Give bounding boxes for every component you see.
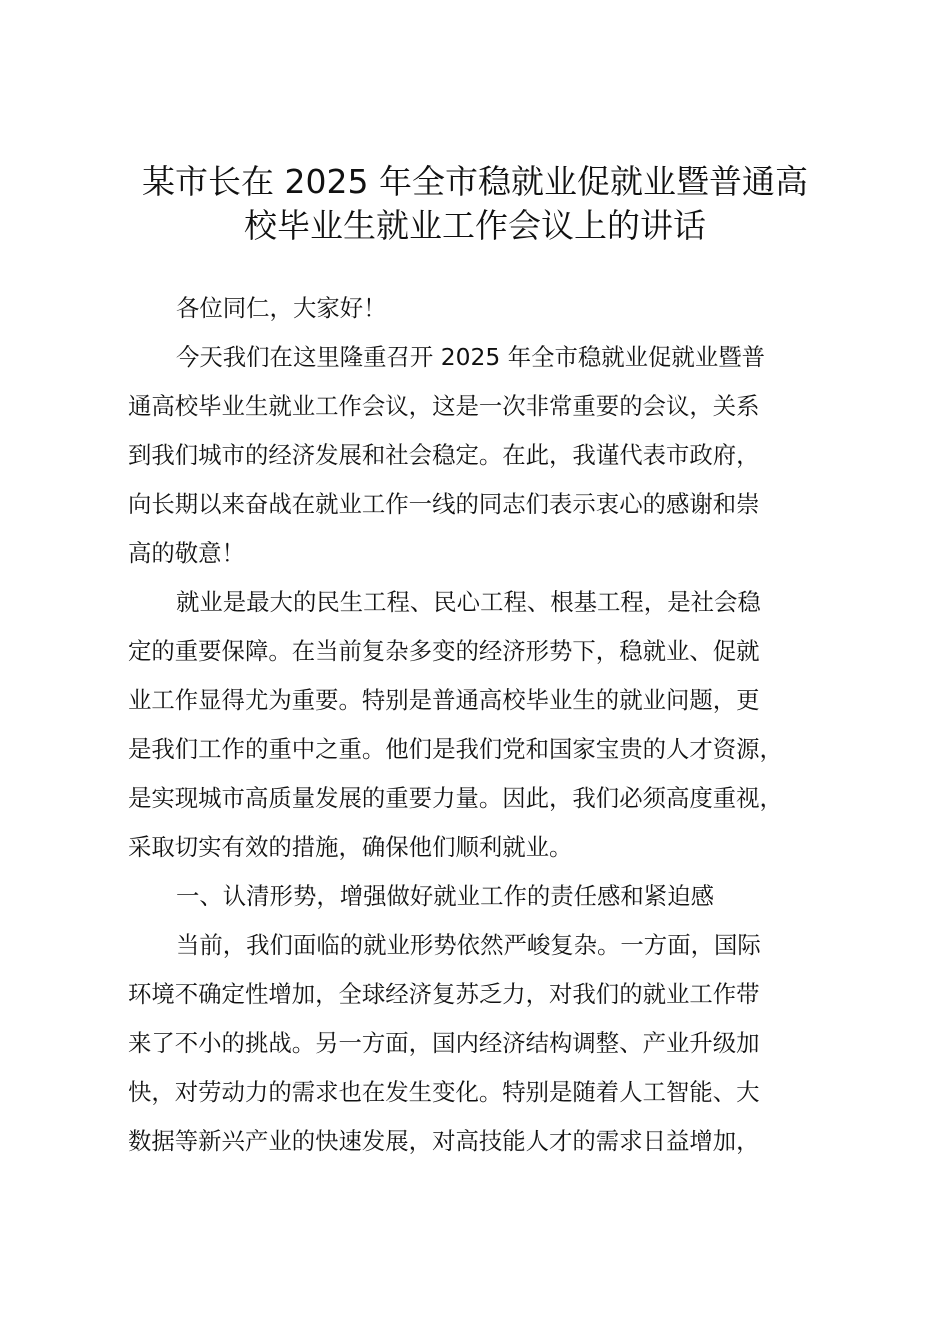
title-line-1: 某市长在 2025 年全市稳就业促就业暨普通高 — [142, 162, 808, 201]
paragraph-line: 数据等新兴产业的快速发展，对高技能人才的需求日益增加， — [128, 1127, 760, 1155]
paragraph-line: 是实现城市高质量发展的重要力量。因此，我们必须高度重视， — [128, 784, 783, 812]
document-title — [100, 160, 850, 248]
paragraph-line: 高的敬意！ — [128, 539, 245, 567]
paragraph-line: 是我们工作的重中之重。他们是我们党和国家宝贵的人才资源， — [128, 735, 783, 763]
paragraph-line: 今天我们在这里隆重召开 2025 年全市稳就业促就业暨普 — [176, 343, 765, 371]
paragraph-line: 业工作显得尤为重要。特别是普通高校毕业生的就业问题，更 — [128, 686, 760, 714]
title-line-2: 校毕业生就业工作会议上的讲话 — [244, 206, 706, 245]
paragraph-line: 到我们城市的经济发展和社会稳定。在此，我谨代表市政府， — [128, 441, 760, 469]
paragraph-line: 快，对劳动力的需求也在发生变化。特别是随着人工智能、大 — [128, 1078, 760, 1106]
section-heading-1: 一、认清形势，增强做好就业工作的责任感和紧迫感 — [176, 882, 714, 910]
paragraph-1 — [128, 333, 840, 578]
document-body — [128, 284, 840, 1166]
paragraph-line: 当前，我们面临的就业形势依然严峻复杂。一方面，国际 — [176, 931, 761, 959]
greeting: 各位同仁，大家好！ — [176, 294, 387, 322]
paragraph-line: 环境不确定性增加，全球经济复苏乏力，对我们的就业工作带 — [128, 980, 760, 1008]
paragraph-line: 采取切实有效的措施，确保他们顺利就业。 — [128, 833, 573, 861]
paragraph-line: 来了不小的挑战。另一方面，国内经济结构调整、产业升级加 — [128, 1029, 760, 1057]
paragraph-line: 定的重要保障。在当前复杂多变的经济形势下，稳就业、促就 — [128, 637, 760, 665]
paragraph-2 — [128, 578, 840, 872]
paragraph-line: 就业是最大的民生工程、民心工程、根基工程，是社会稳 — [176, 588, 761, 616]
paragraph-line: 向长期以来奋战在就业工作一线的同志们表示衷心的感谢和崇 — [128, 490, 760, 518]
paragraph-line: 通高校毕业生就业工作会议，这是一次非常重要的会议，关系 — [128, 392, 760, 420]
paragraph-3 — [128, 921, 840, 1166]
